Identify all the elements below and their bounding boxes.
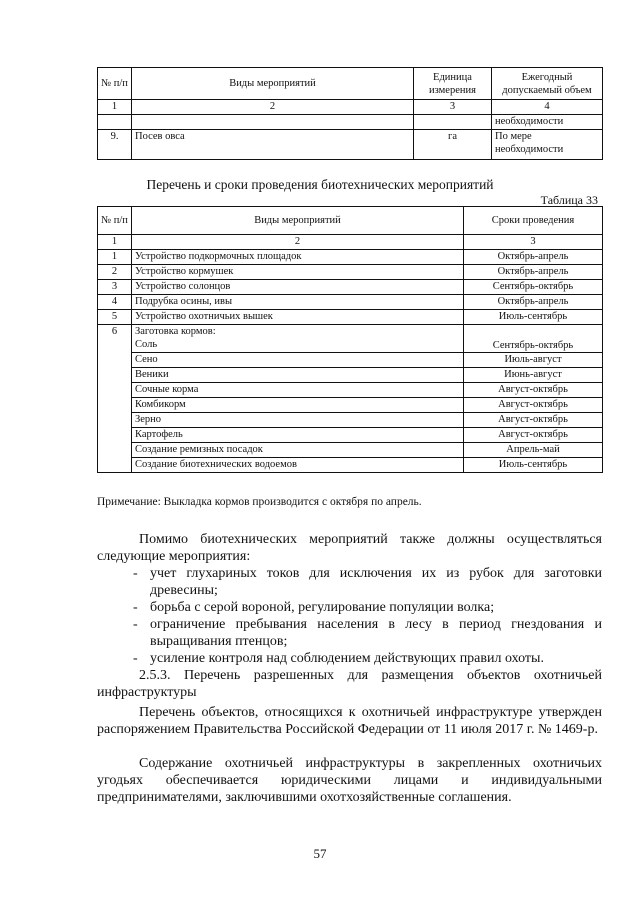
bullet-list	[97, 565, 602, 667]
index-cell: 1	[98, 235, 132, 250]
index-cell: 1	[98, 100, 132, 115]
index-cell: 2	[132, 235, 464, 250]
header-unit: Единица измерения	[414, 68, 492, 100]
table-row	[98, 310, 603, 325]
list-item: - ограничение пребывания населения в лесу в период гнездования и выращивания птенцов;	[133, 617, 602, 649]
row-num: 1	[98, 250, 132, 265]
table-row	[98, 413, 603, 428]
table-hunting-activities-volume	[97, 67, 603, 160]
row-num: 6	[98, 325, 132, 473]
table-index-row	[98, 100, 603, 115]
row-timing: Июль-сентябрь	[464, 310, 603, 325]
table-biotechnical-activities	[97, 206, 603, 473]
section-title: Перечень и сроки проведения биотехнических мероприятий	[146, 177, 494, 192]
row-timing: Август-октябрь	[464, 428, 603, 443]
row-activity: Устройство подкормочных площадок	[132, 250, 464, 265]
table-row	[98, 443, 603, 458]
row-timing: Апрель-май	[464, 443, 603, 458]
row-volume: По мере необходимости	[492, 130, 603, 160]
row-num: 3	[98, 280, 132, 295]
table-row-continuation	[98, 115, 603, 130]
row-timing: Сентябрь-октябрь	[464, 280, 603, 295]
row-timing: Июль-август	[464, 353, 603, 368]
table-row	[98, 325, 603, 353]
table-cell	[98, 115, 132, 130]
row-timing: Октябрь-апрель	[464, 265, 603, 280]
header-activity: Виды мероприятий	[132, 207, 464, 235]
header-num: № п/п	[98, 68, 132, 100]
row-activity: Устройство кормушек	[132, 265, 464, 280]
feed-heading: Заготовка кормов:	[135, 326, 216, 337]
row-activity: Посев овса	[132, 130, 414, 160]
row-activity: Устройство солонцов	[132, 280, 464, 295]
paragraph-infrastructure-maintenance: Содержание охотничьей инфраструктуры в закрепленных охотничьих угодьях обеспечивается юридическими лицами и индивидуальными предпринимателями, заключившими охотхозяйственные соглашения.	[97, 756, 602, 805]
index-cell: 3	[414, 100, 492, 115]
table-row	[98, 250, 603, 265]
page-number: 57	[313, 846, 327, 861]
index-cell: 2	[132, 100, 414, 115]
row-timing: Август-октябрь	[464, 398, 603, 413]
row-activity: Зерно	[132, 413, 464, 428]
table-row	[98, 383, 603, 398]
table-row	[98, 295, 603, 310]
row-timing: Сентябрь-октябрь	[464, 325, 603, 353]
table-note: Примечание: Выкладка кормов производится с октября по апрель.	[97, 496, 422, 508]
row-num: 9.	[98, 130, 132, 160]
row-activity: Создание ремизных посадок	[132, 443, 464, 458]
table-row	[98, 130, 603, 160]
list-item: - усиление контроля над соблюдением действующих правил охоты.	[133, 651, 544, 666]
row-activity: Устройство охотничьих вышек	[132, 310, 464, 325]
row-num: 2	[98, 265, 132, 280]
row-activity: Сено	[132, 353, 464, 368]
header-timing: Сроки проведения	[464, 207, 603, 235]
paragraph-intro: Помимо биотехнических мероприятий также должны осуществляться следующие мероприятия:	[97, 532, 602, 564]
row-timing: Июнь-август	[464, 368, 603, 383]
table-row	[98, 353, 603, 368]
table-cell: необходимости	[492, 115, 603, 130]
row-timing: Июль-сентябрь	[464, 458, 603, 473]
table-index-row	[98, 235, 603, 250]
list-item: - борьба с серой вороной, регулирование популяции волка;	[133, 600, 495, 615]
table-row	[98, 280, 603, 295]
index-cell: 4	[492, 100, 603, 115]
table-row	[98, 458, 603, 473]
row-timing: Октябрь-апрель	[464, 295, 603, 310]
row-num: 5	[98, 310, 132, 325]
table-header-row	[98, 207, 603, 235]
table-row	[98, 368, 603, 383]
table-row	[98, 398, 603, 413]
table-number: Таблица 33	[540, 193, 598, 207]
row-timing: Август-октябрь	[464, 383, 603, 398]
row-activity: Веники	[132, 368, 464, 383]
row-activity	[132, 325, 464, 353]
header-num: № п/п	[98, 207, 132, 235]
row-activity: Подрубка осины, ивы	[132, 295, 464, 310]
table-cell	[414, 115, 492, 130]
row-timing: Октябрь-апрель	[464, 250, 603, 265]
row-activity: Картофель	[132, 428, 464, 443]
row-timing: Август-октябрь	[464, 413, 603, 428]
table-cell	[132, 115, 414, 130]
list-item: - учет глухариных токов для исключения их из рубок для заготовки древесины;	[133, 566, 602, 598]
paragraph-infrastructure-list: Перечень объектов, относящихся к охотничьей инфраструктуре утвержден распоряжением Правительства Российской Федерации от 11 июля 2017 г. № 1469-р.	[97, 705, 602, 737]
section-heading: 2.5.3. Перечень разрешенных для размещения объектов охотничьей инфраструктуры	[97, 668, 602, 700]
table-header-row	[98, 68, 603, 100]
row-activity: Сочные корма	[132, 383, 464, 398]
row-unit: га	[414, 130, 492, 160]
header-volume: Ежегодный допускаемый объем	[492, 68, 603, 100]
row-activity: Комбикорм	[132, 398, 464, 413]
table-row	[98, 265, 603, 280]
header-activity: Виды мероприятий	[132, 68, 414, 100]
row-num: 4	[98, 295, 132, 310]
row-activity: Создание биотехнических водоемов	[132, 458, 464, 473]
index-cell: 3	[464, 235, 603, 250]
feed-item: Соль	[135, 339, 158, 350]
table-row	[98, 428, 603, 443]
